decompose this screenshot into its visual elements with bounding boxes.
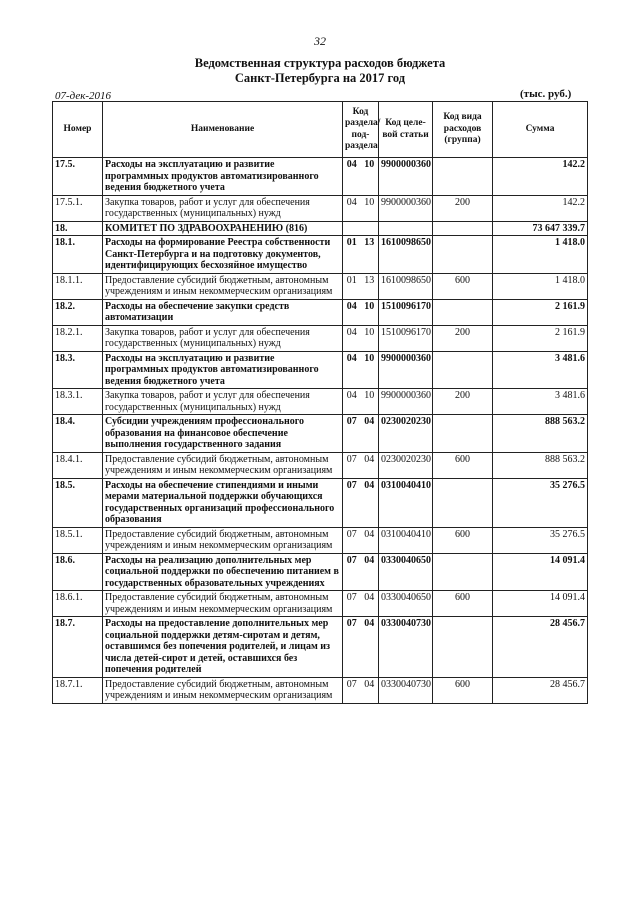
row-number: 18.4. [53,415,103,453]
row-subsection: 10 [361,325,379,351]
units-label: (тыс. руб.) [520,88,572,100]
row-subsection: 10 [361,195,379,221]
row-subsection: 13 [361,236,379,274]
row-subsection: 04 [361,527,379,553]
row-number: 18.3. [53,351,103,389]
row-number: 17.5. [53,158,103,196]
row-number: 18.3.1. [53,389,103,415]
header-number: Номер [53,102,103,158]
row-section: 04 [343,351,361,389]
row-target-code: 1510096170 [379,325,433,351]
row-target-code: 1610098650 [379,273,433,299]
row-subsection: 04 [361,677,379,703]
header-section-code: Код раздела/ под- раздела [343,102,379,158]
row-section: 04 [343,389,361,415]
row-name: Предоставление субсидий бюджетным, автономным учреждениям и иным некоммерческим организациям [103,591,343,617]
row-sum: 2 161.9 [493,299,588,325]
table-row [53,325,588,351]
row-sum: 3 481.6 [493,389,588,415]
row-expense-type [433,351,493,389]
table-row [53,617,588,678]
row-name: Расходы на обеспечение закупки средств автоматизации [103,299,343,325]
table-row [53,195,588,221]
row-expense-type [433,478,493,527]
header-target-code: Код целе- вой статьи [379,102,433,158]
row-section: 07 [343,452,361,478]
row-subsection: 10 [361,299,379,325]
row-section: 04 [343,299,361,325]
row-name: Расходы на эксплуатацию и развитие программных продуктов автоматизированного ведения бюджетного учета [103,158,343,196]
row-subsection: 10 [361,158,379,196]
row-subsection: 04 [361,591,379,617]
row-expense-type: 200 [433,325,493,351]
row-sum: 2 161.9 [493,325,588,351]
row-section: 07 [343,591,361,617]
row-expense-type: 200 [433,389,493,415]
table-row [53,389,588,415]
table-row [53,351,588,389]
row-target-code [379,221,433,236]
row-subsection: 10 [361,389,379,415]
row-number: 18.7. [53,617,103,678]
row-name: Предоставление субсидий бюджетным, автономным учреждениям и иным некоммерческим организациям [103,452,343,478]
row-sum: 1 418.0 [493,236,588,274]
row-number: 18.5. [53,478,103,527]
budget-table [52,101,588,704]
row-number: 18.2.1. [53,325,103,351]
row-target-code: 0230020230 [379,452,433,478]
row-section: 07 [343,617,361,678]
row-name: Расходы на обеспечение стипендиями и иными мерами материальной поддержки обучающихся государственных организаций профессионального образования [103,478,343,527]
row-subsection [361,221,379,236]
row-name: Предоставление субсидий бюджетным, автономным учреждениям и иным некоммерческим организациям [103,527,343,553]
row-number: 18.2. [53,299,103,325]
title-line-1: Ведомственная структура расходов бюджета [194,56,446,70]
row-subsection: 10 [361,351,379,389]
row-target-code: 9900000360 [379,389,433,415]
row-expense-type [433,236,493,274]
row-sum: 28 456.7 [493,677,588,703]
table-row [53,478,588,527]
row-name: Закупка товаров, работ и услуг для обеспечения государственных (муниципальных) нужд [103,325,343,351]
row-section: 07 [343,677,361,703]
row-sum: 888 563.2 [493,415,588,453]
row-name: Субсидии учреждениям профессионального образования на финансовое обеспечение выполнения государственного задания [103,415,343,453]
row-number: 18.7.1. [53,677,103,703]
row-name: Предоставление субсидий бюджетным, автономным учреждениям и иным некоммерческим организациям [103,273,343,299]
row-expense-type [433,617,493,678]
row-subsection: 04 [361,553,379,591]
row-section: 07 [343,478,361,527]
row-expense-type: 200 [433,195,493,221]
row-number: 18.6.1. [53,591,103,617]
row-section: 07 [343,415,361,453]
table-row [53,273,588,299]
row-subsection: 04 [361,452,379,478]
row-subsection: 04 [361,478,379,527]
row-sum: 888 563.2 [493,452,588,478]
row-sum: 142.2 [493,195,588,221]
table-row [53,452,588,478]
row-section: 07 [343,553,361,591]
row-subsection: 04 [361,415,379,453]
document-date: 07-дек-2016 [55,90,112,102]
row-number: 18.1.1. [53,273,103,299]
row-target-code: 9900000360 [379,195,433,221]
row-number: 17.5.1. [53,195,103,221]
row-expense-type [433,158,493,196]
row-name: Предоставление субсидий бюджетным, автономным учреждениям и иным некоммерческим организациям [103,677,343,703]
row-target-code: 9900000360 [379,158,433,196]
page-number: 32 [314,34,326,48]
row-name: Расходы на эксплуатацию и развитие программных продуктов автоматизированного ведения бюджетного учета [103,351,343,389]
title-line-2: Санкт-Петербурга на 2017 год [234,71,406,85]
table-row [53,299,588,325]
row-expense-type: 600 [433,273,493,299]
document-title [0,56,640,86]
table-row [53,527,588,553]
row-target-code: 0330040650 [379,553,433,591]
row-expense-type [433,221,493,236]
table-row [53,158,588,196]
row-sum: 28 456.7 [493,617,588,678]
row-target-code: 0230020230 [379,415,433,453]
row-subsection: 13 [361,273,379,299]
row-name: Закупка товаров, работ и услуг для обеспечения государственных (муниципальных) нужд [103,389,343,415]
row-number: 18.1. [53,236,103,274]
row-number: 18.5.1. [53,527,103,553]
row-number: 18. [53,221,103,236]
row-target-code: 1610098650 [379,236,433,274]
row-expense-type: 600 [433,677,493,703]
row-target-code: 1510096170 [379,299,433,325]
table-row [53,236,588,274]
row-sum: 73 647 339.7 [493,221,588,236]
header-sum: Сумма [493,102,588,158]
row-name: Закупка товаров, работ и услуг для обеспечения государственных (муниципальных) нужд [103,195,343,221]
header-name: Наименование [103,102,343,158]
row-number: 18.6. [53,553,103,591]
row-sum: 35 276.5 [493,478,588,527]
row-expense-type: 600 [433,452,493,478]
row-section: 01 [343,236,361,274]
row-section [343,221,361,236]
row-target-code: 0310040410 [379,527,433,553]
row-section: 07 [343,527,361,553]
row-target-code: 9900000360 [379,351,433,389]
row-target-code: 0310040410 [379,478,433,527]
row-expense-type: 600 [433,591,493,617]
table-row [53,591,588,617]
row-sum: 142.2 [493,158,588,196]
row-expense-type [433,299,493,325]
row-section: 01 [343,273,361,299]
table-row [53,221,588,236]
row-sum: 14 091.4 [493,553,588,591]
row-section: 04 [343,158,361,196]
row-name: Расходы на реализацию дополнительных мер социальной поддержки по обеспечению питанием в государственных образовательных учреждениях [103,553,343,591]
table-body [53,158,588,704]
row-target-code: 0330040650 [379,591,433,617]
row-subsection: 04 [361,617,379,678]
header-expense-type-code: Код вида расходов (группа) [433,102,493,158]
row-number: 18.4.1. [53,452,103,478]
row-sum: 35 276.5 [493,527,588,553]
row-target-code: 0330040730 [379,677,433,703]
table-row [53,677,588,703]
table-row [53,553,588,591]
row-sum: 14 091.4 [493,591,588,617]
row-sum: 3 481.6 [493,351,588,389]
row-name: Расходы на предоставление дополнительных мер социальной поддержки детям-сиротам и детям, оставшимся без попечения родителей, и лицам из числа детей-сирот и детей, оставшихся без попечения родителей [103,617,343,678]
row-expense-type: 600 [433,527,493,553]
row-name: Расходы на формирование Реестра собственности Санкт-Петербурга и на подготовку документов, идентифицирующих бесхозяйное имущество [103,236,343,274]
row-section: 04 [343,195,361,221]
table-row [53,415,588,453]
row-name: КОМИТЕТ ПО ЗДРАВООХРАНЕНИЮ (816) [103,221,343,236]
row-expense-type [433,553,493,591]
row-target-code: 0330040730 [379,617,433,678]
row-expense-type [433,415,493,453]
row-section: 04 [343,325,361,351]
row-sum: 1 418.0 [493,273,588,299]
